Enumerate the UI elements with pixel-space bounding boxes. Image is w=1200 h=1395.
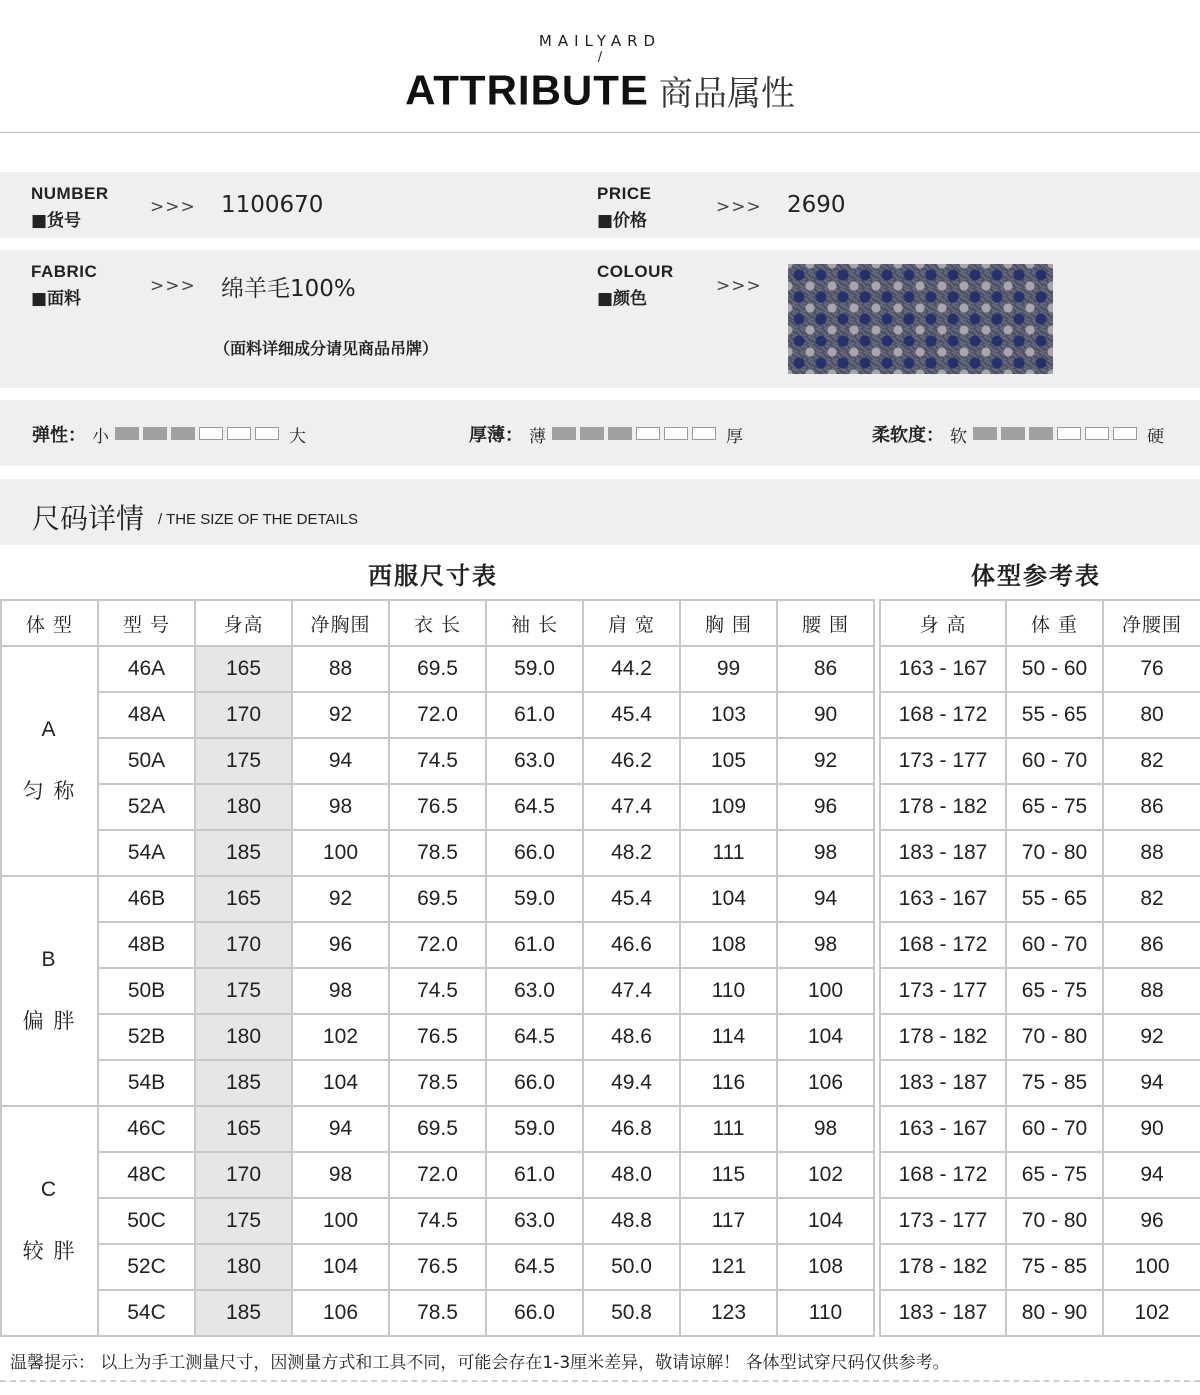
price-arrows: >>> — [716, 197, 762, 217]
table-cell: 170 — [195, 692, 292, 738]
table-cell: 100 — [292, 1198, 389, 1244]
table-cell: 48.0 — [583, 1152, 680, 1198]
table-row — [880, 646, 1200, 692]
table-cell: 102 — [777, 1152, 874, 1198]
table-cell: 72.0 — [389, 692, 486, 738]
table-cell: 178 - 182 — [880, 784, 1006, 830]
table-cell: 70 - 80 — [1006, 1198, 1103, 1244]
elasticity-low: 小 — [92, 426, 109, 447]
table-cell: 48.6 — [583, 1014, 680, 1060]
table-cell: 173 - 177 — [880, 1198, 1006, 1244]
thickness-level-boxes — [552, 425, 720, 444]
table-cell: 183 - 187 — [880, 1290, 1006, 1336]
level-box — [973, 427, 997, 440]
table-cell: 168 - 172 — [880, 692, 1006, 738]
brand-slash: / — [597, 50, 603, 65]
table-row — [880, 1244, 1200, 1290]
table-cell: 52C — [98, 1244, 195, 1290]
table-cell: 61.0 — [486, 1152, 583, 1198]
table-cell: 80 — [1103, 692, 1200, 738]
table-cell: 100 — [292, 830, 389, 876]
table-row — [1, 738, 874, 784]
level-box — [227, 427, 251, 440]
suit-size-table — [0, 599, 875, 1337]
footer-notice — [0, 1336, 1200, 1382]
body-col-header: 身 高 — [880, 600, 1006, 646]
body-reference-table — [879, 599, 1200, 1337]
size-section-title: 尺码详情 — [32, 502, 145, 535]
table-cell: 66.0 — [486, 1290, 583, 1336]
table-cell: 59.0 — [486, 646, 583, 692]
suit-col-header: 胸 围 — [680, 600, 777, 646]
table-cell: 86 — [1103, 784, 1200, 830]
level-box — [171, 427, 195, 440]
table-cell: 54C — [98, 1290, 195, 1336]
table-cell: 163 - 167 — [880, 1106, 1006, 1152]
table-cell: 94 — [292, 1106, 389, 1152]
table-cell: 59.0 — [486, 876, 583, 922]
body-type-cell — [1, 646, 98, 876]
table-cell: 98 — [777, 1106, 874, 1152]
elasticity-high: 大 — [289, 426, 306, 447]
number-arrows: >>> — [150, 197, 196, 217]
table-row — [880, 968, 1200, 1014]
table-cell: 50.8 — [583, 1290, 680, 1336]
table-cell: 76 — [1103, 646, 1200, 692]
table-cell: 50 - 60 — [1006, 646, 1103, 692]
fabric-swatch-image — [788, 264, 1053, 374]
table-cell: 80 - 90 — [1006, 1290, 1103, 1336]
table-row — [1, 1060, 874, 1106]
body-col-header: 体 重 — [1006, 600, 1103, 646]
level-box — [115, 427, 139, 440]
table-cell: 48.2 — [583, 830, 680, 876]
table-row — [1, 1014, 874, 1060]
body-type-name: 较 胖 — [22, 1240, 77, 1263]
table-cell: 78.5 — [389, 830, 486, 876]
table-cell: 98 — [777, 922, 874, 968]
table-cell: 165 — [195, 646, 292, 692]
table-row — [880, 922, 1200, 968]
page-title-cn: 商品属性 — [658, 74, 795, 114]
table-row — [1, 784, 874, 830]
table-cell: 65 - 75 — [1006, 1152, 1103, 1198]
brand-name: MAILYARD — [538, 32, 662, 50]
table-row — [880, 876, 1200, 922]
table-cell: 110 — [777, 1290, 874, 1336]
table-cell: 46A — [98, 646, 195, 692]
table-cell: 44.2 — [583, 646, 680, 692]
table-cell: 59.0 — [486, 1106, 583, 1152]
table-cell: 86 — [1103, 922, 1200, 968]
suit-table-title: 西服尺寸表 — [368, 562, 498, 590]
level-box — [1057, 427, 1081, 440]
table-row — [1, 1244, 874, 1290]
table-cell: 45.4 — [583, 876, 680, 922]
table-cell: 46.2 — [583, 738, 680, 784]
table-cell: 110 — [680, 968, 777, 1014]
footer-notice-text: 温馨提示： 以上为手工测量尺寸，因测量方式和工具不同，可能会存在1-3厘米差异，敬请谅解！ 各体型试穿尺码仅供参考。 — [10, 1353, 950, 1373]
body-type-name: 偏 胖 — [22, 1010, 77, 1033]
table-cell: 94 — [292, 738, 389, 784]
elasticity-scale — [32, 421, 312, 447]
table-cell: 88 — [1103, 830, 1200, 876]
table-cell: 111 — [680, 830, 777, 876]
table-cell: 121 — [680, 1244, 777, 1290]
table-cell: 49.4 — [583, 1060, 680, 1106]
level-box — [580, 427, 604, 440]
table-cell: 48B — [98, 922, 195, 968]
price-label-cn: ■价格 — [597, 211, 648, 231]
softness-low: 软 — [950, 426, 967, 447]
elasticity-level-boxes — [115, 425, 283, 444]
table-row — [880, 1152, 1200, 1198]
table-cell: 54B — [98, 1060, 195, 1106]
table-cell: 100 — [777, 968, 874, 1014]
table-cell: 94 — [1103, 1060, 1200, 1106]
level-box — [1029, 427, 1053, 440]
table-cell: 48.8 — [583, 1198, 680, 1244]
table-cell: 96 — [1103, 1198, 1200, 1244]
table-row — [880, 692, 1200, 738]
table-cell: 72.0 — [389, 922, 486, 968]
table-cell: 52A — [98, 784, 195, 830]
table-row — [880, 738, 1200, 784]
table-cell: 98 — [292, 784, 389, 830]
number-value: 1100670 — [221, 192, 324, 218]
softness-level-boxes — [973, 425, 1141, 444]
table-cell: 76.5 — [389, 1244, 486, 1290]
table-cell: 60 - 70 — [1006, 922, 1103, 968]
table-cell: 82 — [1103, 738, 1200, 784]
softness-label: 柔软度： — [872, 425, 944, 446]
table-cell: 86 — [777, 646, 874, 692]
table-cell: 48A — [98, 692, 195, 738]
table-cell: 114 — [680, 1014, 777, 1060]
table-cell: 70 - 80 — [1006, 1014, 1103, 1060]
body-col-header: 净腰围 — [1103, 600, 1200, 646]
table-cell: 165 — [195, 876, 292, 922]
table-cell: 173 - 177 — [880, 968, 1006, 1014]
table-cell: 78.5 — [389, 1060, 486, 1106]
body-table-header-row — [880, 600, 1200, 646]
table-cell: 54A — [98, 830, 195, 876]
suit-table-header-row — [1, 600, 874, 646]
table-cell: 55 - 65 — [1006, 692, 1103, 738]
table-cell: 48C — [98, 1152, 195, 1198]
table-cell: 165 — [195, 1106, 292, 1152]
table-cell: 69.5 — [389, 876, 486, 922]
table-cell: 88 — [1103, 968, 1200, 1014]
table-cell: 74.5 — [389, 968, 486, 1014]
suit-col-header: 袖 长 — [486, 600, 583, 646]
table-row — [880, 830, 1200, 876]
table-cell: 76.5 — [389, 784, 486, 830]
table-cell: 66.0 — [486, 830, 583, 876]
level-box — [608, 427, 632, 440]
table-cell: 175 — [195, 1198, 292, 1244]
table-row — [1, 1152, 874, 1198]
table-cell: 178 - 182 — [880, 1014, 1006, 1060]
table-cell: 74.5 — [389, 738, 486, 784]
body-type-letter: B — [41, 948, 58, 971]
table-cell: 178 - 182 — [880, 1244, 1006, 1290]
table-cell: 88 — [292, 646, 389, 692]
table-cell: 105 — [680, 738, 777, 784]
price-label-en: PRICE — [597, 184, 652, 203]
table-row — [1, 968, 874, 1014]
table-cell: 104 — [777, 1198, 874, 1244]
table-cell: 66.0 — [486, 1060, 583, 1106]
table-cell: 99 — [680, 646, 777, 692]
table-cell: 117 — [680, 1198, 777, 1244]
table-row — [1, 1198, 874, 1244]
table-cell: 175 — [195, 738, 292, 784]
page-title — [0, 66, 1200, 115]
table-cell: 180 — [195, 1244, 292, 1290]
elasticity-label: 弹性： — [32, 425, 86, 446]
table-cell: 185 — [195, 1290, 292, 1336]
table-cell: 69.5 — [389, 1106, 486, 1152]
suit-col-header: 腰 围 — [777, 600, 874, 646]
softness-high: 硬 — [1147, 426, 1164, 447]
table-cell: 108 — [680, 922, 777, 968]
table-cell: 63.0 — [486, 968, 583, 1014]
body-type-cell — [1, 876, 98, 1106]
colour-label-cn: ■颜色 — [597, 289, 648, 309]
table-cell: 115 — [680, 1152, 777, 1198]
table-row — [880, 1060, 1200, 1106]
table-cell: 70 - 80 — [1006, 830, 1103, 876]
suit-col-header: 型 号 — [98, 600, 195, 646]
size-section-subtitle: / THE SIZE OF THE DETAILS — [158, 511, 359, 528]
table-cell: 96 — [777, 784, 874, 830]
table-cell: 46.6 — [583, 922, 680, 968]
level-box — [1085, 427, 1109, 440]
table-cell: 170 — [195, 922, 292, 968]
table-cell: 50.0 — [583, 1244, 680, 1290]
table-cell: 180 — [195, 1014, 292, 1060]
table-cell: 75 - 85 — [1006, 1244, 1103, 1290]
table-cell: 98 — [292, 968, 389, 1014]
colour-label-en: COLOUR — [597, 262, 674, 281]
level-box — [255, 427, 279, 440]
table-cell: 183 - 187 — [880, 830, 1006, 876]
table-cell: 104 — [777, 1014, 874, 1060]
table-cell: 109 — [680, 784, 777, 830]
table-cell: 76.5 — [389, 1014, 486, 1060]
suit-col-header: 肩 宽 — [583, 600, 680, 646]
table-cell: 111 — [680, 1106, 777, 1152]
table-row — [1, 646, 874, 692]
table-row — [1, 876, 874, 922]
page-header — [0, 0, 1200, 133]
level-box — [692, 427, 716, 440]
table-cell: 96 — [292, 922, 389, 968]
table-cell: 180 — [195, 784, 292, 830]
level-box — [1113, 427, 1137, 440]
table-cell: 103 — [680, 692, 777, 738]
table-cell: 50B — [98, 968, 195, 1014]
level-box — [552, 427, 576, 440]
table-cell: 64.5 — [486, 1014, 583, 1060]
suit-col-header: 身高 — [195, 600, 292, 646]
table-cell: 168 - 172 — [880, 1152, 1006, 1198]
suit-col-header: 净胸围 — [292, 600, 389, 646]
table-cell: 78.5 — [389, 1290, 486, 1336]
table-cell: 63.0 — [486, 1198, 583, 1244]
table-cell: 47.4 — [583, 968, 680, 1014]
table-cell: 183 - 187 — [880, 1060, 1006, 1106]
thickness-scale — [469, 421, 749, 447]
table-cell: 92 — [292, 692, 389, 738]
table-row — [1, 922, 874, 968]
table-row — [1, 692, 874, 738]
table-row — [880, 1290, 1200, 1336]
body-type-name: 匀 称 — [22, 780, 77, 803]
table-cell: 173 - 177 — [880, 738, 1006, 784]
table-cell: 104 — [292, 1060, 389, 1106]
number-label-en: NUMBER — [31, 184, 109, 203]
table-cell: 92 — [292, 876, 389, 922]
thickness-high: 厚 — [726, 426, 743, 447]
table-cell: 106 — [777, 1060, 874, 1106]
table-row — [880, 1106, 1200, 1152]
table-cell: 72.0 — [389, 1152, 486, 1198]
table-cell: 60 - 70 — [1006, 1106, 1103, 1152]
fabric-note: （面料详细成分请见商品吊牌） — [214, 339, 439, 358]
table-cell: 75 - 85 — [1006, 1060, 1103, 1106]
softness-scale — [872, 421, 1170, 447]
table-cell: 50A — [98, 738, 195, 784]
table-cell: 98 — [777, 830, 874, 876]
table-cell: 46C — [98, 1106, 195, 1152]
table-cell: 64.5 — [486, 1244, 583, 1290]
level-box — [199, 427, 223, 440]
table-cell: 108 — [777, 1244, 874, 1290]
fabric-value: 绵羊毛100% — [221, 276, 356, 302]
table-cell: 52B — [98, 1014, 195, 1060]
fabric-label-cn: ■面料 — [31, 289, 82, 309]
table-cell: 104 — [292, 1244, 389, 1290]
table-cell: 100 — [1103, 1244, 1200, 1290]
level-box — [636, 427, 660, 440]
page-title-en: ATTRIBUTE — [405, 66, 649, 114]
table-cell: 94 — [1103, 1152, 1200, 1198]
table-cell: 98 — [292, 1152, 389, 1198]
table-row — [1, 1290, 874, 1336]
table-cell: 163 - 167 — [880, 646, 1006, 692]
table-cell: 94 — [777, 876, 874, 922]
table-cell: 65 - 75 — [1006, 968, 1103, 1014]
table-cell: 50C — [98, 1198, 195, 1244]
table-cell: 69.5 — [389, 646, 486, 692]
table-cell: 61.0 — [486, 922, 583, 968]
table-cell: 185 — [195, 1060, 292, 1106]
body-table-title: 体型参考表 — [971, 562, 1101, 590]
table-cell: 65 - 75 — [1006, 784, 1103, 830]
number-label-cn: ■货号 — [31, 211, 82, 231]
table-row — [1, 1106, 874, 1152]
table-cell: 106 — [292, 1290, 389, 1336]
table-cell: 90 — [1103, 1106, 1200, 1152]
fabric-arrows: >>> — [150, 276, 196, 296]
table-cell: 60 - 70 — [1006, 738, 1103, 784]
colour-arrows: >>> — [716, 276, 762, 296]
fabric-label-en: FABRIC — [31, 262, 98, 281]
table-row — [1, 830, 874, 876]
body-type-cell — [1, 1106, 98, 1336]
level-box — [143, 427, 167, 440]
table-cell: 47.4 — [583, 784, 680, 830]
table-cell: 92 — [1103, 1014, 1200, 1060]
table-cell: 63.0 — [486, 738, 583, 784]
table-cell: 163 - 167 — [880, 876, 1006, 922]
suit-col-header: 衣 长 — [389, 600, 486, 646]
table-row — [880, 1014, 1200, 1060]
table-cell: 102 — [1103, 1290, 1200, 1336]
table-cell: 46B — [98, 876, 195, 922]
table-cell: 46.8 — [583, 1106, 680, 1152]
thickness-label: 厚薄： — [469, 425, 523, 446]
thickness-low: 薄 — [529, 426, 546, 447]
table-cell: 170 — [195, 1152, 292, 1198]
price-value: 2690 — [787, 192, 846, 218]
table-cell: 185 — [195, 830, 292, 876]
table-cell: 168 - 172 — [880, 922, 1006, 968]
table-cell: 175 — [195, 968, 292, 1014]
table-row — [880, 784, 1200, 830]
level-box — [1001, 427, 1025, 440]
body-type-letter: A — [41, 718, 58, 741]
table-cell: 61.0 — [486, 692, 583, 738]
table-cell: 90 — [777, 692, 874, 738]
table-cell: 55 - 65 — [1006, 876, 1103, 922]
table-cell: 116 — [680, 1060, 777, 1106]
table-cell: 92 — [777, 738, 874, 784]
table-cell: 123 — [680, 1290, 777, 1336]
suit-col-header: 体 型 — [1, 600, 98, 646]
table-cell: 74.5 — [389, 1198, 486, 1244]
table-row — [880, 1198, 1200, 1244]
level-box — [664, 427, 688, 440]
body-type-letter: C — [40, 1178, 59, 1201]
table-cell: 102 — [292, 1014, 389, 1060]
table-cell: 64.5 — [486, 784, 583, 830]
table-cell: 104 — [680, 876, 777, 922]
table-cell: 82 — [1103, 876, 1200, 922]
table-cell: 45.4 — [583, 692, 680, 738]
